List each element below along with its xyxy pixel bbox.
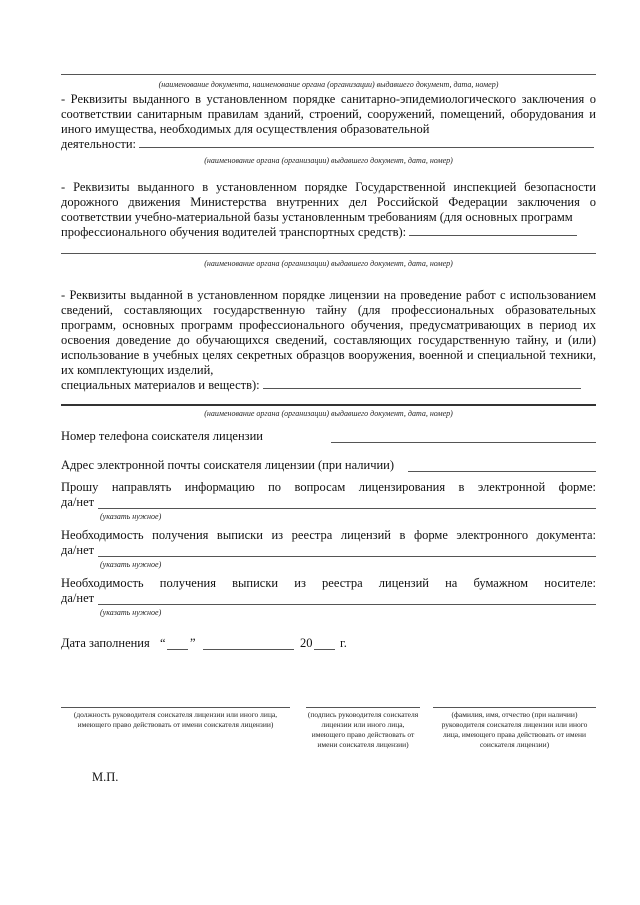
date-close-quote: ”	[190, 636, 196, 650]
document-line-top[interactable]	[61, 74, 596, 75]
paragraph-sanitary	[61, 92, 596, 152]
date-day-line[interactable]	[167, 649, 188, 650]
traffic-details-line-2[interactable]	[61, 253, 596, 254]
electronic-info-answer-line[interactable]	[98, 508, 596, 509]
caption-secret-org: (наименование органа (организации) выдавшего документ, дата, номер)	[204, 409, 453, 418]
caption-full-name: (фамилия, имя, отчество (при наличии) руководителя соискателя лицензии или иного лица, имеющего права действовать от имени соискателя лицензии)	[441, 710, 588, 749]
sanitary-details-field[interactable]	[139, 137, 594, 148]
paragraph-traffic-last	[61, 225, 596, 240]
phone-label: Номер телефона соискателя лицензии	[61, 429, 263, 443]
date-open-quote: “	[160, 636, 166, 650]
paper-extract-yes-no: да/нет	[61, 591, 95, 605]
paper-extract-answer-line[interactable]	[98, 604, 596, 605]
email-input-line[interactable]	[408, 471, 596, 472]
traffic-details-field[interactable]	[409, 225, 577, 236]
electronic-info-yes-no: да/нет	[61, 495, 95, 509]
caption-position: (должность руководителя соискателя лицензии или иного лица, имеющего право действовать от имени соискателя лицензии)	[73, 710, 278, 729]
paragraph-sanitary-text: - Реквизиты выданного в установленном порядке санитарно-эпидемиологического заключения о соответствии санитарным правилам зданий, строений, сооружений, помещений, оборудования и иного имущества, необходимых для осуществления образовательной	[61, 92, 596, 136]
paragraph-sanitary-last	[61, 137, 596, 152]
electronic-extract-answer-line[interactable]	[98, 556, 596, 557]
electronic-info-label: Прошу направлять информацию по вопросам лицензирования в электронной форме:	[61, 480, 596, 494]
paragraph-traffic-tail: профессионального обучения водителей транспортных средств):	[61, 225, 407, 239]
date-month-line[interactable]	[203, 649, 294, 650]
paragraph-secret-text: - Реквизиты выданной в установленном порядке лицензии на проведение работ с использованием сведений, составляющих государственную тайну (для профессиональных образовательных программ, основных программ профессионального обучения, предусматривающих в период их освоения доведение до обучающихся сведений, составляющих государственную тайну, и (или) использование в учебных целях секретных образцов вооружения, военной и специальной техники, их комплектующих изделий,	[61, 288, 596, 377]
paragraph-state-secret	[61, 288, 596, 393]
date-year-line[interactable]	[314, 649, 335, 650]
stamp-place-label: М.П.	[92, 770, 119, 784]
date-year-suffix: г.	[340, 636, 347, 650]
caption-specify-3: (указать нужное)	[100, 608, 162, 617]
paragraph-sanitary-tail: деятельности:	[61, 137, 137, 151]
paragraph-secret-last	[61, 378, 596, 393]
paper-extract-label: Необходимость получения выписки из реестра лицензий на бумажном носителе:	[61, 576, 596, 590]
caption-doc-issuer: (наименование документа, наименование органа (организации) выдавшего документ, дата, номер)	[158, 80, 499, 89]
paragraph-secret-tail: специальных материалов и веществ):	[61, 378, 260, 392]
position-signature-line[interactable]	[61, 707, 290, 708]
caption-sanitary-org: (наименование органа (организации) выдавшего документ, дата, номер)	[204, 156, 453, 165]
email-label: Адрес электронной почты соискателя лицензии (при наличии)	[61, 458, 395, 472]
paragraph-traffic-text: - Реквизиты выданного в установленном порядке Государственной инспекцией безопасности дорожного движения Министерства внутренних дел Российской Федерации заключения о соответствии учебно-материальной базы установленным требованиям (для основных программ	[61, 180, 596, 224]
secret-details-field[interactable]	[263, 378, 581, 389]
caption-signature: (подпись руководителя соискателя лицензии или иного лица, имеющего право действовать от имени соискателя лицензии)	[307, 710, 419, 749]
electronic-extract-yes-no: да/нет	[61, 543, 95, 557]
caption-specify-2: (указать нужное)	[100, 560, 162, 569]
date-year-prefix: 20	[300, 636, 313, 650]
date-label: Дата заполнения	[61, 636, 150, 650]
paragraph-traffic-police	[61, 180, 596, 240]
secret-details-line-2[interactable]	[61, 404, 596, 406]
phone-input-line[interactable]	[331, 442, 596, 443]
caption-specify-1: (указать нужное)	[100, 512, 162, 521]
full-name-line[interactable]	[433, 707, 596, 708]
signature-line[interactable]	[306, 707, 420, 708]
electronic-extract-label: Необходимость получения выписки из реестра лицензий в форме электронного документа:	[61, 528, 596, 542]
caption-traffic-org: (наименование органа (организации) выдавшего документ, дата, номер)	[204, 259, 453, 268]
